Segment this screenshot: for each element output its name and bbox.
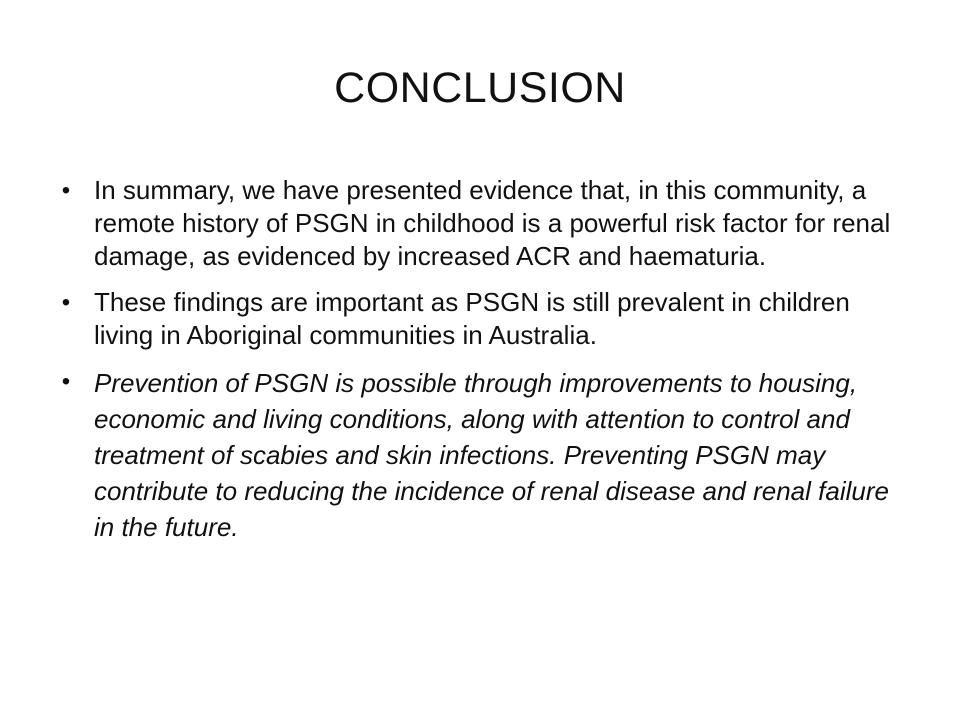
- bullet-item-summary: [56, 174, 916, 273]
- bullet-text-prevention: Prevention of PSGN is possible through improvements to housing, economic and living conditions, along with attention to control and treatment of scabies and skin infections. Preventing PSGN may contribute to reducing the incidence of renal disease and renal failure in the future.: [94, 368, 889, 542]
- bullet-text-summary: In summary, we have presented evidence that, in this community, a remote history of PSGN in childhood is a powerful risk factor for renal damage, as evidenced by increased ACR and haematuria.: [94, 175, 891, 271]
- bullet-item-findings: [56, 286, 916, 352]
- bullet-text-findings: These findings are important as PSGN is still prevalent in children living in Aboriginal communities in Australia.: [94, 287, 850, 350]
- bullet-item-prevention: [56, 365, 916, 545]
- slide-title: CONCLUSION: [334, 64, 626, 112]
- bullet-dot-icon: •: [61, 177, 71, 204]
- bullet-dot-icon: •: [61, 368, 71, 395]
- bullet-list: [56, 174, 916, 558]
- bullet-dot-icon: •: [61, 289, 71, 316]
